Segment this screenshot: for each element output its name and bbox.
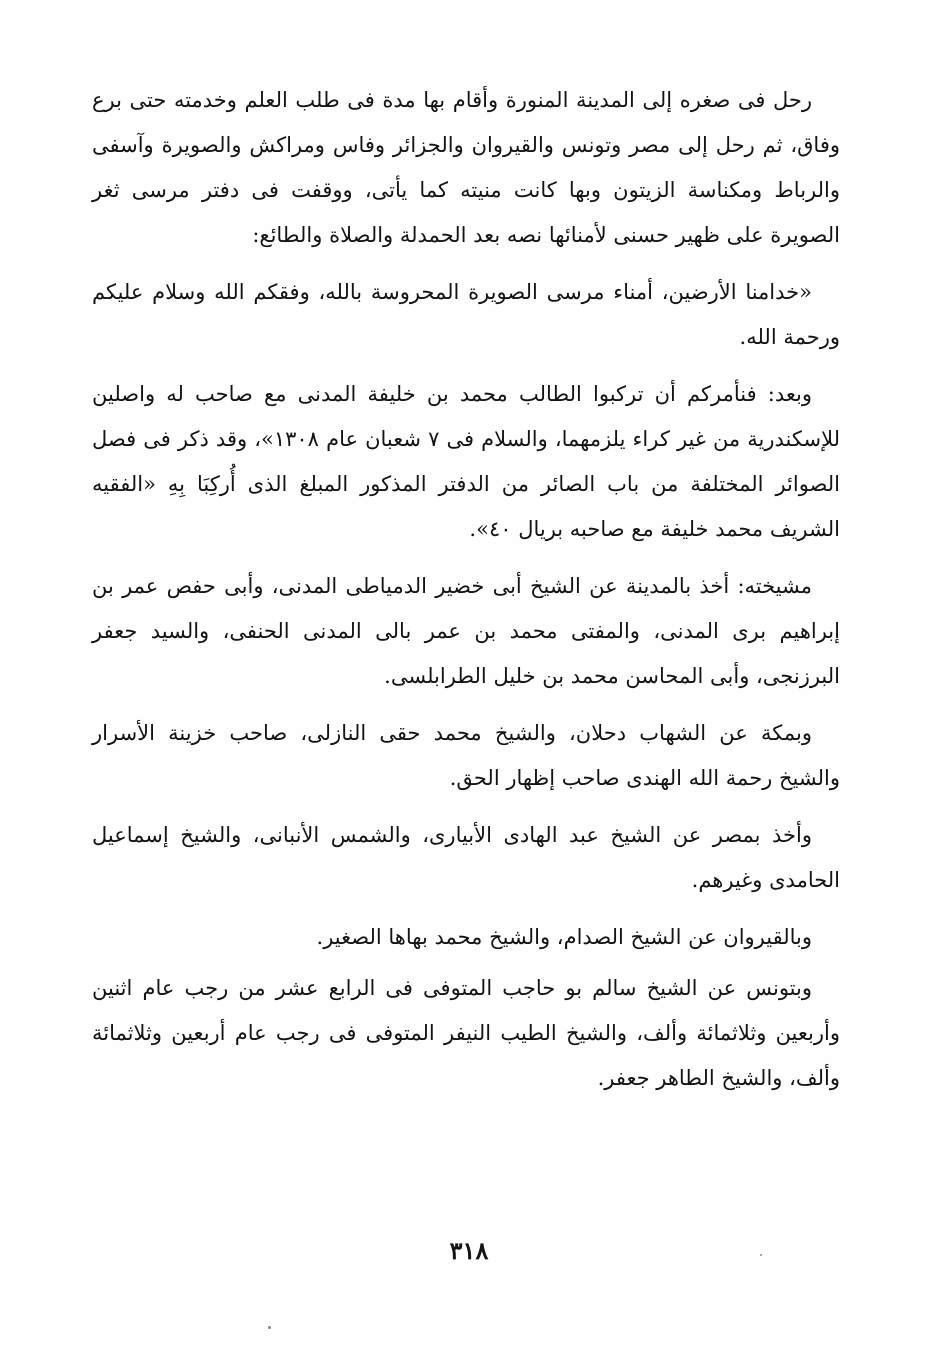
paragraph-decree-opening: «خدامنا الأرضين، أمناء مرسى الصويرة المحروسة بالله، وفقكم الله وسلام عليكم ورحمة الله. — [92, 280, 840, 349]
paragraph-teachers-mecca: وبمكة عن الشهاب دحلان، والشيخ محمد حقى النازلى، صاحب خزينة الأسرار والشيخ رحمة الله الهندى صاحب إظهار الحق. — [92, 721, 840, 790]
paragraph-intro: رحل فى صغره إلى المدينة المنورة وأقام بها مدة فى طلب العلم وخدمته حتى برع وفاق، ثم رحل إلى مصر وتونس والقيروان والجزائر وفاس ومراكش والصويرة وآسفى والرباط ومكناسة الزيتون وبها كانت منيته كما يأتى، ووقفت فى دفتر مرسى ثغر الصويرة على ظهير حسنى لأمنائها نصه بعد الحمدلة والصلاة والطائع: — [92, 88, 840, 247]
scan-speck — [760, 1254, 762, 1256]
page-number: ٣١٨ — [449, 1236, 489, 1265]
paragraph-teachers-egypt: وأخذ بمصر عن الشيخ عبد الهادى الأبيارى، والشمس الأنبانى، والشيخ إسماعيل الحامدى وغيرهم. — [92, 823, 840, 892]
paragraph-teachers-kairouan: وبالقيروان عن الشيخ الصدام، والشيخ محمد بهاها الصغير. — [316, 925, 812, 949]
paragraph-teachers-tunis: وبتونس عن الشيخ سالم بو حاجب المتوفى فى الرابع عشر من رجب عام اثنين وأربعين وثلاثمائة وألف، والشيخ الطيب النيفر المتوفى فى رجب عام أربعين وثلاثمائة وألف، والشيخ الطاهر جعفر. — [92, 976, 840, 1090]
paragraph-decree-body: وبعد: فنأمركم أن تركبوا الطالب محمد بن خليفة المدنى مع صاحب له واصلين للإسكندرية من غير كراء يلزمهما، والسلام فى ٧ شعبان عام ١٣٠٨»، وقد ذكر فى فصل الصوائر المختلفة من باب الصائر من الدفتر المذكور المبلغ الذى أُركِبَا بِهِ «الفقيه الشريف محمد خليفة مع صاحبه بريال ٤٠». — [92, 382, 840, 541]
scan-speck — [268, 1326, 271, 1329]
body-text — [92, 78, 840, 1113]
paragraph-teachers-medina: مشيخته: أخذ بالمدينة عن الشيخ أبى خضير الدمياطى المدنى، وأبى حفص عمر بن إبراهيم برى المدنى، والمفتى محمد بن عمر بالى المدنى الحنفى، والسيد جعفر البرزنجى، وأبى المحاسن محمد بن خليل الطرابلسى. — [92, 574, 840, 688]
